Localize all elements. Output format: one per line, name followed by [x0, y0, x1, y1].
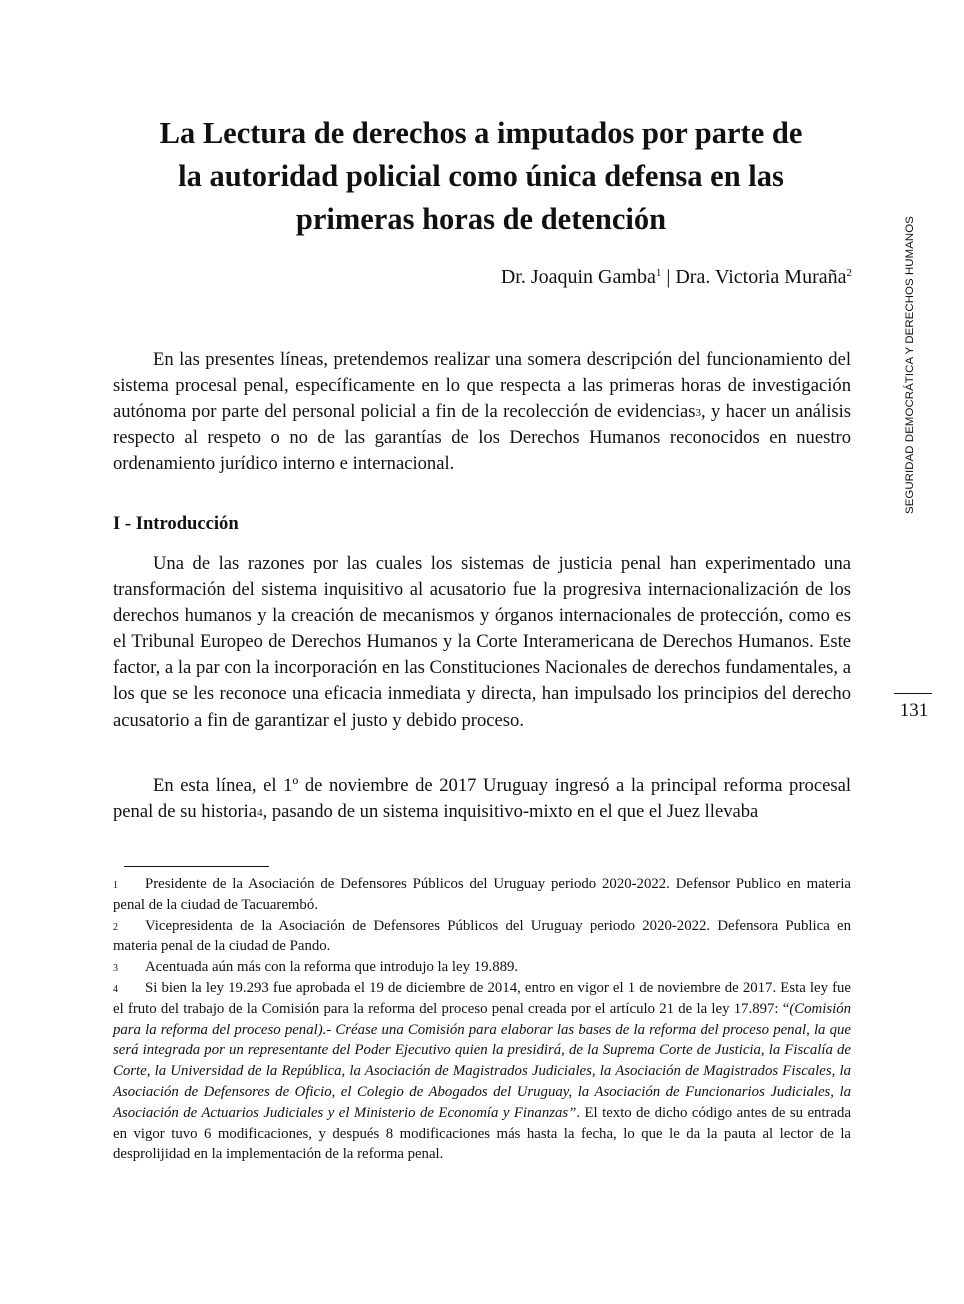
author-separator: |	[661, 266, 676, 288]
footnotes	[113, 874, 851, 1165]
author-line	[501, 266, 852, 289]
footnote	[113, 874, 851, 916]
title-line: La Lectura de derechos a imputados por parte de	[159, 116, 803, 150]
abstract-text: , y hacer un análisis respecto al respeto o no de las garantías de los Derechos Humanos reconocidos en nuestro ordenamiento jurídico interno e internacional.	[113, 401, 851, 475]
page-number-rule	[894, 693, 932, 694]
footnote	[113, 957, 851, 978]
author-name: Dr. Joaquin Gamba	[500, 266, 656, 288]
article-title	[110, 112, 852, 241]
body-paragraph	[113, 773, 851, 825]
footnote-text: Si bien la ley 19.293 fue aprobada el 19 de diciembre de 2014, entro en vigor el 1 de noviembre de 2017. Esta ley fue el fruto del trabajo de la Comisión para la reforma del proceso penal creada por el artículo 21 de la ley 17.897: “	[113, 979, 851, 1017]
footnote-number: 4	[113, 983, 118, 995]
running-head: SEGURIDAD DEMOCRÁTICA Y DERECHOS HUMANOS	[904, 216, 916, 514]
section-heading: I - Introducción	[113, 513, 239, 534]
title-line: la autoridad policial como única defensa en las	[178, 159, 784, 193]
footnote-number: 2	[113, 921, 118, 933]
body-text: En esta línea, el 1º de noviembre de 2017 Uruguay ingresó a la principal reforma procesal penal de su historia	[113, 775, 851, 823]
page-number: 131	[899, 700, 929, 721]
footnote-text: Acentuada aún más con la reforma que introdujo la ley 19.889.	[145, 959, 519, 976]
footnote-text: Vicepresidenta de la Asociación de Defensores Públicos del Uruguay periodo 2020-2022. Defensora Publica en materia penal de la ciudad de Pando.	[113, 917, 851, 955]
title-line: primeras horas de detención	[295, 202, 667, 236]
footnote-number: 1	[113, 880, 118, 891]
footnote-ref[interactable]: 4	[257, 807, 263, 820]
footnote-text: . El texto de dicho código antes de su entrada en vigor tuvo 6 modificaciones, y después 8 modificaciones más hasta la fecha, lo que le da la pauta al lector de la desprolijidad en la implementación de la reforma penal.	[113, 1104, 852, 1163]
body-text: , pasando de un sistema inquisitivo-mixto en el que el Juez llevaba	[262, 801, 759, 823]
footnote-ref[interactable]: 3	[695, 407, 702, 420]
footnote	[113, 978, 851, 1165]
footnote-quote: (Comisión para la reforma del proceso penal).- Créase una Comisión para elaborar las bases de la reforma del proceso penal, la que será integrada por un representante del Poder Ejecutivo quien la presidirá, de la Suprema Corte de Justicia, la Fiscalía de Corte, la Universidad de la República, la Asociación de Magistrados Judiciales, la Asociación de Magistrados Fiscales, la Asociación de Defensores de Oficio, el Colegio de Abogados del Uruguay, la Asociación de Funcionarios Judiciales, la Asociación de Actuarios Judiciales y el Ministerio de Economía y Finanzas”	[113, 1000, 851, 1121]
footnote-divider	[124, 866, 269, 867]
abstract	[113, 347, 851, 477]
footnote-ref[interactable]: 2	[846, 267, 852, 279]
author-name: Dra. Victoria Muraña	[675, 266, 847, 288]
footnote-number: 3	[113, 963, 118, 975]
footnote-text: Presidente de la Asociación de Defensores Públicos del Uruguay periodo 2020-2022. Defensor Publico en materia penal de la ciudad de Tacuarembó.	[113, 876, 851, 913]
abstract-text: En las presentes líneas, pretendemos realizar una somera descripción del funcionamiento del sistema procesal penal, específicamente en lo que respecta a las primeras horas de investigación autónoma por parte del personal policial a fin de la recolección de evidencias	[113, 349, 851, 423]
intro-paragraph-2	[113, 773, 851, 825]
footnote-ref[interactable]: 1	[655, 267, 662, 279]
footnote	[113, 916, 851, 958]
intro-paragraph-1	[113, 551, 851, 734]
abstract-paragraph	[113, 347, 851, 477]
body-paragraph: Una de las razones por las cuales los sistemas de justicia penal han experimentado una transformación del sistema inquisitivo al acusatorio fue la progresiva internacionalización de los derechos humanos y la creación de mecanismos y órganos internacionales de protección, como es el Tribunal Europeo de Derechos Humanos y la Corte Interamericana de Derechos Humanos. Este factor, a la par con la incorporación en las Constituciones Nacionales de derechos fundamentales, a los que se les reconoce una eficacia inmediata y directa, han impulsado los principios del derecho acusatorio a fin de garantizar el justo y debido proceso.	[113, 553, 851, 731]
